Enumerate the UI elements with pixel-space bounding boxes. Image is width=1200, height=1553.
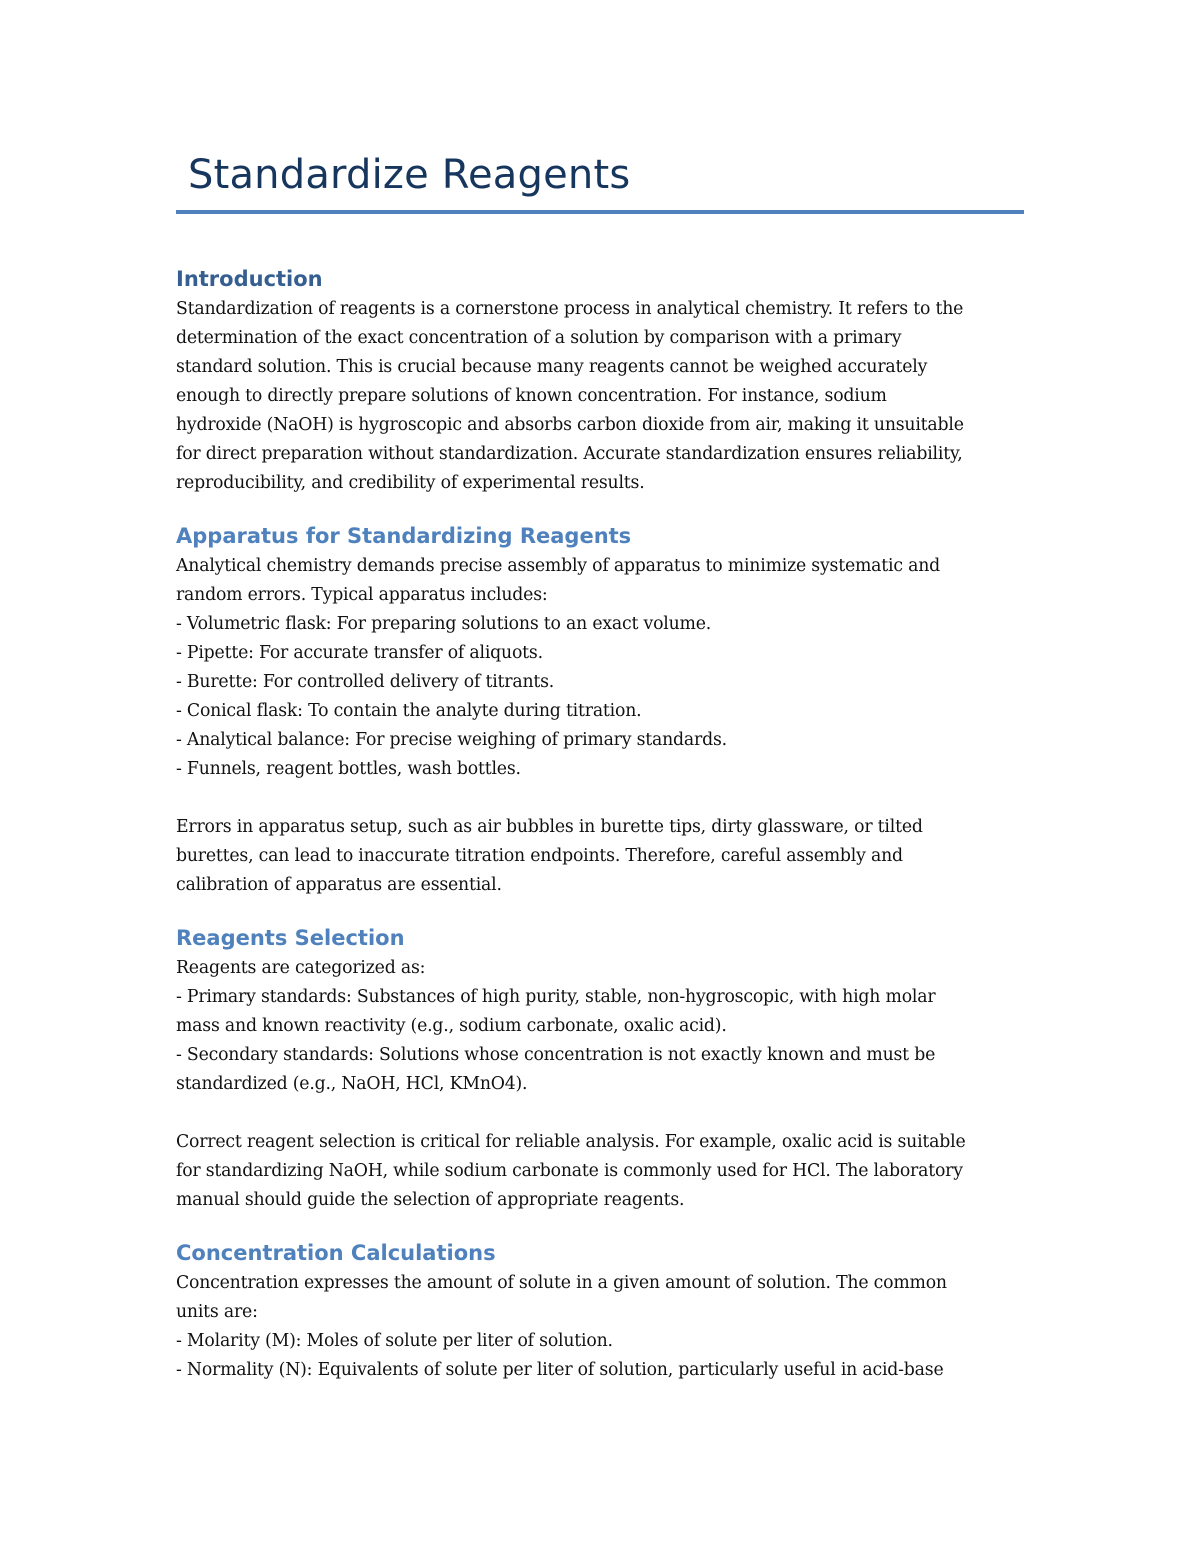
list-item: - Conical flask: To contain the analyte during titration.: [176, 701, 642, 721]
list-item: - Analytical balance: For precise weighing of primary standards.: [176, 730, 727, 750]
list-item: - Secondary standards: Solutions whose concentration is not exactly known and must be: [176, 1045, 936, 1065]
text-line: standardized (e.g., NaOH, HCl, KMnO4).: [176, 1074, 528, 1094]
list-item: - Normality (N): Equivalents of solute per liter of solution, particularly useful in acid-base: [176, 1360, 944, 1380]
section-heading: Introduction: [176, 267, 323, 291]
text-line: Reagents are categorized as:: [176, 958, 426, 978]
text-line: burettes, can lead to inaccurate titration endpoints. Therefore, careful assembly and: [176, 846, 903, 866]
text-line: enough to directly prepare solutions of known concentration. For instance, sodium: [176, 386, 887, 406]
list-item: - Volumetric flask: For preparing solutions to an exact volume.: [176, 614, 712, 634]
text-line: reproducibility, and credibility of experimental results.: [176, 473, 645, 493]
paragraph: [176, 1128, 1026, 1215]
paragraph: [176, 813, 1026, 900]
list-item: - Pipette: For accurate transfer of aliquots.: [176, 643, 543, 663]
text-line: mass and known reactivity (e.g., sodium carbonate, oxalic acid).: [176, 1016, 727, 1036]
paragraph: [176, 954, 1026, 1099]
section-reagents-selection: [176, 923, 1026, 1215]
text-line: Analytical chemistry demands precise assembly of apparatus to minimize systematic and: [176, 556, 941, 576]
text-line: random errors. Typical apparatus includes:: [176, 585, 548, 605]
section-heading: Reagents Selection: [176, 926, 405, 950]
text-line: manual should guide the selection of appropriate reagents.: [176, 1190, 685, 1210]
text-line: units are:: [176, 1302, 258, 1322]
section-introduction: [176, 264, 1026, 498]
text-line: calibration of apparatus are essential.: [176, 875, 502, 895]
section-concentration-calculations: [176, 1238, 1026, 1385]
text-line: Standardization of reagents is a cornerstone process in analytical chemistry. It refers to the: [176, 299, 964, 319]
text-line: Errors in apparatus setup, such as air bubbles in burette tips, dirty glassware, or tilted: [176, 817, 923, 837]
text-line: standard solution. This is crucial because many reagents cannot be weighed accurately: [176, 357, 928, 377]
title-underline: [176, 210, 1024, 214]
text-line: Concentration expresses the amount of solute in a given amount of solution. The common: [176, 1273, 947, 1293]
list-item: - Burette: For controlled delivery of titrants.: [176, 672, 555, 692]
section-apparatus: [176, 521, 1026, 900]
paragraph: [176, 295, 1026, 498]
list-item: - Molarity (M): Moles of solute per liter of solution.: [176, 1331, 613, 1351]
text-line: hydroxide (NaOH) is hygroscopic and absorbs carbon dioxide from air, making it unsuitable: [176, 415, 964, 435]
text-line: for standardizing NaOH, while sodium carbonate is commonly used for HCl. The laboratory: [176, 1161, 963, 1181]
text-line: determination of the exact concentration of a solution by comparison with a primary: [176, 328, 902, 348]
paragraph: [176, 1269, 1026, 1385]
text-line: Correct reagent selection is critical for reliable analysis. For example, oxalic acid is suitable: [176, 1132, 966, 1152]
list-item: - Funnels, reagent bottles, wash bottles.: [176, 759, 521, 779]
document-content: [176, 146, 1026, 1385]
section-heading: Apparatus for Standardizing Reagents: [176, 524, 632, 548]
paragraph: [176, 552, 1026, 784]
section-heading: Concentration Calculations: [176, 1241, 496, 1265]
list-item: - Primary standards: Substances of high purity, stable, non-hygroscopic, with high molar: [176, 987, 936, 1007]
page-title: Standardize Reagents: [188, 152, 631, 198]
text-line: for direct preparation without standardization. Accurate standardization ensures reliability,: [176, 444, 963, 464]
